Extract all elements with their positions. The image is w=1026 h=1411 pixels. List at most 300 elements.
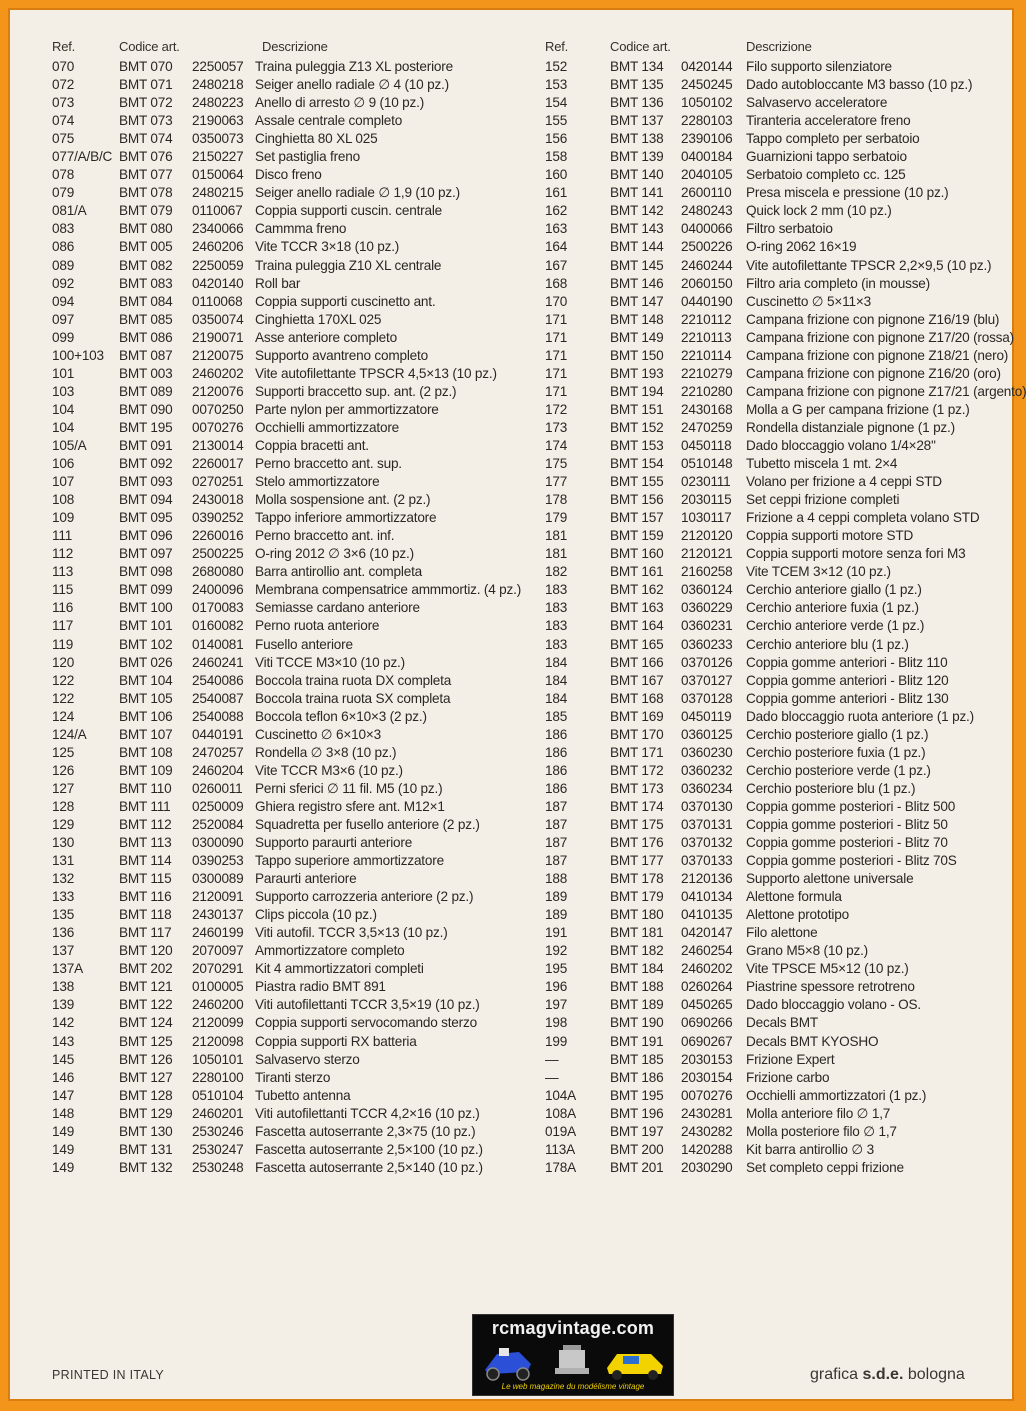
table-row (52, 1033, 532, 1051)
table-row (536, 726, 1006, 744)
part-ref: 125 (52, 744, 75, 760)
parts-column-left (52, 38, 532, 1177)
part-article-code: 0350073 (192, 131, 244, 147)
part-ref: 074 (52, 113, 75, 129)
part-article-code: 0070276 (192, 419, 244, 435)
part-article-code: 2680080 (192, 564, 244, 580)
part-description: Rondella distanziale pignone (1 pz.) (746, 419, 955, 435)
part-bmt-code: BMT 185 (610, 1051, 664, 1067)
part-bmt-code: BMT 196 (610, 1105, 664, 1121)
part-ref: 186 (545, 780, 568, 796)
part-bmt-code: BMT 126 (119, 1051, 173, 1067)
part-description: Occhielli ammortizzatori (1 pz.) (746, 1087, 927, 1103)
part-bmt-code: BMT 078 (119, 185, 173, 201)
part-article-code: 2430281 (681, 1105, 733, 1121)
part-ref: 137A (52, 961, 83, 977)
part-description: Roll bar (255, 275, 301, 291)
catalog-page (8, 8, 1026, 1401)
part-description: Coppia gomme anteriori - Blitz 120 (746, 672, 949, 688)
part-article-code: 0070250 (192, 401, 244, 417)
part-bmt-code: BMT 189 (610, 997, 664, 1013)
table-row (52, 744, 532, 762)
logo-vehicles-icon (479, 1342, 667, 1382)
part-description: Frizione a 4 ceppi completa volano STD (746, 510, 980, 526)
part-article-code: 0420147 (681, 925, 733, 941)
table-row (536, 942, 1006, 960)
part-article-code: 2540087 (192, 690, 244, 706)
part-bmt-code: BMT 178 (610, 871, 664, 887)
table-row (536, 311, 1006, 329)
part-ref: 183 (545, 582, 568, 598)
table-row (52, 455, 532, 473)
part-description: Viti autofilettanti TCCR 4,2×16 (10 pz.) (255, 1105, 480, 1121)
part-ref: 185 (545, 708, 568, 724)
part-ref: 139 (52, 997, 75, 1013)
table-row (52, 202, 532, 220)
part-article-code: 2450245 (681, 77, 733, 93)
part-article-code: 0690267 (681, 1033, 733, 1049)
table-row (536, 437, 1006, 455)
part-article-code: 2120120 (681, 528, 733, 544)
part-description: Occhielli ammortizzatore (255, 419, 400, 435)
part-description: Filo alettone (746, 925, 818, 941)
part-ref: 171 (545, 311, 568, 327)
part-description: Coppia bracetti ant. (255, 437, 369, 453)
part-bmt-code: BMT 186 (610, 1069, 664, 1085)
part-description: Viti autofilettanti TCCR 3,5×19 (10 pz.) (255, 997, 480, 1013)
part-bmt-code: BMT 098 (119, 564, 173, 580)
part-article-code: 2120098 (192, 1033, 244, 1049)
part-article-code: 2460241 (192, 654, 244, 670)
part-description: Set ceppi frizione completi (746, 492, 900, 508)
table-row (536, 238, 1006, 256)
part-description: Cerchio posteriore giallo (1 pz.) (746, 726, 929, 742)
part-description: Traina puleggia Z13 XL posteriore (255, 59, 453, 74)
table-row (52, 94, 532, 112)
table-row (52, 401, 532, 419)
part-description: Viti TCCE M3×10 (10 pz.) (255, 654, 405, 670)
part-article-code: 2530246 (192, 1123, 244, 1139)
part-ref: 083 (52, 221, 75, 237)
part-description: Campana frizione con pignone Z17/20 (rossa) (746, 329, 1014, 345)
part-article-code: 2430282 (681, 1123, 733, 1139)
part-article-code: 0360232 (681, 762, 733, 778)
table-row (52, 780, 532, 798)
table-row (52, 293, 532, 311)
part-ref: 188 (545, 871, 568, 887)
part-article-code: 2060150 (681, 275, 733, 291)
part-bmt-code: BMT 197 (610, 1123, 664, 1139)
part-bmt-code: BMT 170 (610, 726, 664, 742)
part-article-code: 0300090 (192, 835, 244, 851)
part-article-code: 0360125 (681, 726, 733, 742)
part-bmt-code: BMT 166 (610, 654, 664, 670)
part-article-code: 1030117 (681, 510, 732, 526)
part-description: Coppia supporti cuscin. centrale (255, 203, 443, 219)
part-description: Cerchio posteriore blu (1 pz.) (746, 780, 916, 796)
part-description: Alettone prototipo (746, 907, 849, 923)
part-ref: 156 (545, 131, 568, 147)
part-description: Alettone formula (746, 889, 842, 905)
logo-subtitle: Le web magazine du modélisme vintage (501, 1382, 645, 1391)
part-bmt-code: BMT 096 (119, 528, 173, 544)
part-ref: 182 (545, 564, 568, 580)
header-ref: Ref. (52, 39, 76, 54)
table-row (536, 184, 1006, 202)
part-ref: 117 (52, 618, 74, 634)
part-ref: 115 (52, 582, 74, 598)
part-ref: 183 (545, 636, 568, 652)
table-row (536, 365, 1006, 383)
part-article-code: 0350074 (192, 311, 244, 327)
part-ref: 175 (545, 456, 568, 472)
part-article-code: 2460200 (192, 997, 244, 1013)
part-article-code: 0100005 (192, 979, 244, 995)
part-bmt-code: BMT 153 (610, 437, 664, 453)
part-description: Coppia supporti motore STD (746, 528, 914, 544)
part-article-code: 0390253 (192, 853, 244, 869)
table-row (536, 491, 1006, 509)
part-description: Decals BMT (746, 1015, 819, 1031)
table-row (52, 184, 532, 202)
table-row (52, 148, 532, 166)
table-row (536, 257, 1006, 275)
part-article-code: 2260016 (192, 528, 244, 544)
part-description: Coppia gomme posteriori - Blitz 70S (746, 853, 957, 869)
part-article-code: 2460201 (192, 1105, 244, 1121)
part-bmt-code: BMT 128 (119, 1087, 173, 1103)
part-article-code: 2460202 (681, 961, 733, 977)
part-article-code: 0410135 (681, 907, 733, 923)
part-bmt-code: BMT 073 (119, 113, 173, 129)
part-article-code: 2190071 (192, 329, 244, 345)
part-description: Vite TCEM 3×12 (10 pz.) (746, 564, 891, 580)
part-article-code: 2030153 (681, 1051, 733, 1067)
table-row (52, 852, 532, 870)
part-description: Cinghietta 80 XL 025 (255, 131, 378, 147)
table-row (52, 762, 532, 780)
table-row (536, 1051, 1006, 1069)
part-bmt-code: BMT 175 (610, 816, 664, 832)
part-bmt-code: BMT 124 (119, 1015, 173, 1031)
part-article-code: 0360230 (681, 744, 733, 760)
printed-in-italy: PRINTED IN ITALY (52, 1368, 164, 1382)
part-article-code: 2430137 (192, 907, 244, 923)
part-bmt-code: BMT 095 (119, 510, 173, 526)
part-ref: 089 (52, 257, 75, 273)
part-ref: 108A (545, 1105, 576, 1121)
part-ref: 171 (545, 329, 568, 345)
part-ref: 145 (52, 1051, 75, 1067)
part-description: Campana frizione con pignone Z17/21 (argento) (746, 383, 1026, 399)
table-row (536, 473, 1006, 491)
table-row (52, 1087, 532, 1105)
part-ref: 186 (545, 744, 568, 760)
part-bmt-code: BMT 135 (610, 77, 664, 93)
part-description: Campana frizione con pignone Z18/21 (nero) (746, 347, 1009, 363)
table-row (536, 329, 1014, 347)
part-ref: 108 (52, 492, 75, 508)
part-article-code: 2460199 (192, 925, 244, 941)
header-code: Codice art. (119, 39, 180, 54)
part-description: Supporto paraurti anteriore (255, 835, 413, 851)
part-ref: 171 (545, 347, 568, 363)
table-row (52, 617, 532, 635)
part-description: Squadretta per fusello anteriore (2 pz.) (255, 816, 480, 832)
table-row (52, 1014, 532, 1032)
part-description: Supporto carrozzeria anteriore (2 pz.) (255, 889, 474, 905)
part-ref: 189 (545, 889, 568, 905)
part-article-code: 0370133 (681, 853, 733, 869)
table-row (52, 816, 532, 834)
part-ref: 104 (52, 401, 75, 417)
part-ref: 198 (545, 1015, 568, 1031)
part-description: Cerchio posteriore verde (1 pz.) (746, 762, 931, 778)
part-ref: 133 (52, 889, 75, 905)
part-bmt-code: BMT 167 (610, 672, 664, 688)
table-row (536, 58, 1006, 76)
part-article-code: 0370131 (681, 816, 733, 832)
part-article-code: 0070276 (681, 1087, 733, 1103)
part-bmt-code: BMT 184 (610, 961, 664, 977)
part-description: Perno braccetto ant. inf. (255, 528, 395, 544)
table-row (536, 275, 1006, 293)
part-article-code: 2400096 (192, 582, 244, 598)
part-ref: 077/A/B/C (52, 149, 113, 165)
part-bmt-code: BMT 176 (610, 835, 664, 851)
table-row (536, 419, 1006, 437)
part-description: O-ring 2012 ∅ 3×6 (10 pz.) (255, 546, 414, 562)
part-description: O-ring 2062 16×19 (746, 239, 857, 255)
part-description: Tiranti sterzo (255, 1069, 331, 1085)
part-ref: 191 (545, 925, 568, 941)
part-description: Fascetta autoserrante 2,5×140 (10 pz.) (255, 1159, 483, 1175)
part-ref: 181 (545, 546, 568, 562)
table-row (52, 220, 532, 238)
part-bmt-code: BMT 173 (610, 780, 664, 796)
part-article-code: 0390252 (192, 510, 244, 526)
part-description: Coppia gomme posteriori - Blitz 500 (746, 798, 956, 814)
part-description: Dado bloccaggio ruota anteriore (1 pz.) (746, 708, 974, 724)
table-row (52, 599, 532, 617)
part-bmt-code: BMT 076 (119, 149, 173, 165)
part-article-code: 2430168 (681, 401, 733, 417)
part-article-code: 0420144 (681, 59, 733, 74)
part-bmt-code: BMT 159 (610, 528, 664, 544)
table-row (52, 545, 532, 563)
part-bmt-code: BMT 110 (119, 780, 172, 796)
logo-title: rcmagvintage.com (491, 1318, 655, 1338)
part-article-code: 0690266 (681, 1015, 733, 1031)
part-description: Salvaservo acceleratore (746, 95, 888, 111)
table-row (536, 599, 1006, 617)
part-ref: 078 (52, 167, 75, 183)
part-ref: 097 (52, 311, 75, 327)
part-description: Supporto avantreno completo (255, 347, 428, 363)
table-row (52, 275, 532, 293)
part-ref: 168 (545, 275, 568, 291)
part-ref: 152 (545, 59, 568, 74)
part-article-code: 0230111 (681, 474, 731, 490)
part-ref: 196 (545, 979, 568, 995)
part-ref: 149 (52, 1159, 75, 1175)
part-ref: 104 (52, 419, 75, 435)
part-description: Seiger anello radiale ∅ 1,9 (10 pz.) (255, 185, 460, 201)
part-bmt-code: BMT 105 (119, 690, 173, 706)
part-ref: 100+103 (52, 347, 104, 363)
part-ref: 112 (52, 546, 74, 562)
part-ref: 113 (52, 564, 74, 580)
part-bmt-code: BMT 145 (610, 257, 664, 273)
part-ref: — (545, 1051, 559, 1067)
table-row (536, 581, 1006, 599)
part-ref: 099 (52, 329, 75, 345)
part-bmt-code: BMT 114 (119, 853, 172, 869)
part-ref: 199 (545, 1033, 568, 1049)
part-description: Cuscinetto ∅ 5×11×3 (746, 293, 871, 309)
part-article-code: 2150227 (192, 149, 244, 165)
part-description: Semiasse cardano anteriore (255, 600, 420, 616)
table-row (52, 1141, 532, 1159)
part-description: Volano per frizione a 4 ceppi STD (746, 474, 942, 490)
bologna-text: bologna (907, 1366, 965, 1383)
table-row (536, 148, 1006, 166)
part-ref: 162 (545, 203, 568, 219)
part-ref: 171 (545, 383, 568, 399)
part-bmt-code: BMT 121 (119, 979, 173, 995)
part-article-code: 2120076 (192, 383, 244, 399)
part-ref: 092 (52, 275, 75, 291)
part-description: Cerchio anteriore fuxia (1 pz.) (746, 600, 919, 616)
parts-list-left (52, 58, 532, 1177)
table-row (536, 1159, 1006, 1177)
part-bmt-code: BMT 080 (119, 221, 173, 237)
part-bmt-code: BMT 127 (119, 1069, 173, 1085)
table-row (52, 870, 532, 888)
part-bmt-code: BMT 005 (119, 239, 173, 255)
part-ref: 184 (545, 654, 568, 670)
table-row (536, 1033, 1006, 1051)
part-description: Filo supporto silenziatore (746, 59, 892, 74)
part-bmt-code: BMT 115 (119, 871, 172, 887)
part-description: Stelo ammortizzatore (255, 474, 380, 490)
part-bmt-code: BMT 101 (119, 618, 173, 634)
part-bmt-code: BMT 179 (610, 889, 664, 905)
part-article-code: 0360231 (681, 618, 733, 634)
part-article-code: 0360233 (681, 636, 733, 652)
part-ref: 019A (545, 1123, 576, 1139)
part-ref: 149 (52, 1123, 75, 1139)
part-bmt-code: BMT 109 (119, 762, 173, 778)
table-row (52, 798, 532, 816)
part-description: Molla posteriore filo ∅ 1,7 (746, 1123, 897, 1139)
rcmagvintage-logo[interactable] (472, 1314, 674, 1396)
part-description: Boccola traina ruota SX completa (255, 690, 451, 706)
column-header (52, 38, 532, 58)
part-bmt-code: BMT 157 (610, 510, 664, 526)
part-bmt-code: BMT 003 (119, 365, 173, 381)
table-row (536, 906, 1006, 924)
table-row (536, 780, 1006, 798)
table-row (52, 58, 532, 76)
part-bmt-code: BMT 131 (119, 1141, 173, 1157)
table-row (536, 1087, 1006, 1105)
part-article-code: 2070097 (192, 943, 244, 959)
part-description: Dado bloccaggio volano 1/4×28'' (746, 437, 936, 453)
part-article-code: 2210279 (681, 365, 733, 381)
part-bmt-code: BMT 201 (610, 1159, 664, 1175)
part-bmt-code: BMT 112 (119, 816, 172, 832)
part-bmt-code: BMT 147 (610, 293, 664, 309)
part-description: Molla sospensione ant. (2 pz.) (255, 492, 431, 508)
table-row (52, 978, 532, 996)
table-row (536, 112, 1006, 130)
part-article-code: 2430018 (192, 492, 244, 508)
part-bmt-code: BMT 071 (119, 77, 173, 93)
table-row (52, 383, 532, 401)
part-article-code: 0110068 (192, 293, 243, 309)
part-ref: 183 (545, 618, 568, 634)
table-row (536, 617, 1006, 635)
part-description: Boccola traina ruota DX completa (255, 672, 452, 688)
table-row (52, 76, 532, 94)
part-article-code: 0450265 (681, 997, 733, 1013)
part-article-code: 1050101 (192, 1051, 244, 1067)
part-article-code: 2520084 (192, 816, 244, 832)
part-bmt-code: BMT 089 (119, 383, 173, 399)
part-article-code: 2130014 (192, 437, 244, 453)
part-article-code: 2480223 (192, 95, 244, 111)
parts-column-right (536, 38, 1026, 1177)
part-article-code: 2470259 (681, 419, 733, 435)
table-row (52, 581, 532, 599)
table-row (536, 762, 1006, 780)
part-article-code: 0360124 (681, 582, 733, 598)
part-description: Coppia gomme anteriori - Blitz 110 (746, 654, 948, 670)
part-bmt-code: BMT 137 (610, 113, 664, 129)
header-code: Codice art. (610, 39, 671, 54)
part-description: Dado bloccaggio volano - OS. (746, 997, 922, 1013)
part-description: Kit 4 ammortizzatori completi (255, 961, 424, 977)
part-bmt-code: BMT 160 (610, 546, 664, 562)
part-ref: 183 (545, 600, 568, 616)
part-ref: 120 (52, 654, 75, 670)
part-bmt-code: BMT 165 (610, 636, 664, 652)
part-description: Paraurti anteriore (255, 871, 357, 887)
table-row (536, 924, 1006, 942)
table-row (52, 1051, 532, 1069)
part-bmt-code: BMT 202 (119, 961, 173, 977)
part-description: Tappo superiore ammortizzatore (255, 853, 444, 869)
part-ref: 158 (545, 149, 568, 165)
part-article-code: 0260011 (192, 780, 243, 796)
part-article-code: 0150064 (192, 167, 244, 183)
part-ref: 160 (545, 167, 568, 183)
part-ref: 187 (545, 853, 568, 869)
part-bmt-code: BMT 086 (119, 329, 173, 345)
part-article-code: 2600110 (681, 185, 732, 201)
part-description: Coppia supporti RX batteria (255, 1033, 417, 1049)
part-article-code: 2120099 (192, 1015, 244, 1031)
table-row (536, 1123, 1006, 1141)
part-bmt-code: BMT 083 (119, 275, 173, 291)
part-article-code: 2500226 (681, 239, 733, 255)
table-row (536, 220, 1006, 238)
part-ref: 155 (545, 113, 568, 129)
part-bmt-code: BMT 149 (610, 329, 664, 345)
table-row (52, 996, 532, 1014)
part-bmt-code: BMT 171 (610, 744, 664, 760)
